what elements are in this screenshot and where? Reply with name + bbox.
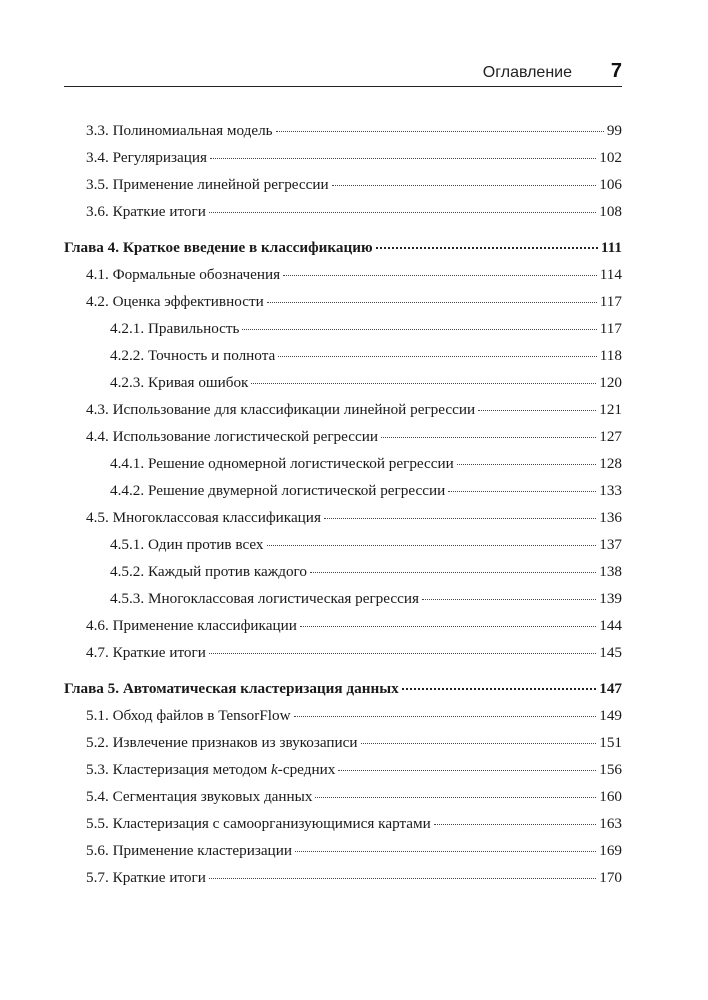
toc-entry-title: 4.3. Использование для классификации линейной регрессии	[86, 401, 476, 418]
toc-entry-page: 149	[599, 707, 622, 724]
toc-entry-page: 118	[599, 347, 622, 364]
dot-leader	[457, 463, 596, 465]
toc-entry-title: 3.6. Краткие итоги	[86, 203, 206, 220]
dot-leader	[267, 301, 597, 303]
toc-entry-page: 169	[599, 842, 622, 859]
dot-leader	[278, 355, 597, 357]
toc-entry-page: 136	[599, 509, 622, 526]
toc-entry-page: 128	[599, 455, 622, 472]
toc-entry-title: 4.5. Многоклассовая классификация	[86, 509, 321, 526]
toc-entry-title: 4.4.2. Решение двумерной логистической регрессии	[110, 482, 446, 499]
toc-entry[interactable]	[86, 174, 622, 196]
toc-entry-title: 5.1. Обход файлов в TensorFlow	[86, 707, 291, 724]
toc-entry-page: 102	[599, 149, 622, 166]
toc-entry-title: 4.4.1. Решение одномерной логистической регрессии	[110, 455, 454, 472]
dot-leader	[448, 490, 596, 492]
toc-entry-title: 4.5.3. Многоклассовая логистическая регрессия	[110, 590, 419, 607]
toc-entry-page: 147	[599, 680, 622, 697]
dot-leader	[361, 742, 597, 744]
toc-chapter-entry[interactable]	[64, 678, 622, 700]
toc-entry-title: 4.4. Использование логистической регрессии	[86, 428, 378, 445]
toc-entry-page: 138	[599, 563, 622, 580]
toc-entry-page: 111	[600, 239, 622, 256]
toc-entry-title: 4.2.2. Точность и полнота	[110, 347, 276, 364]
toc-entry[interactable]	[86, 426, 622, 448]
toc-entry-title: 3.3. Полиномиальная модель	[86, 122, 273, 139]
dot-leader	[332, 184, 597, 186]
dot-leader	[402, 687, 597, 690]
toc-entry[interactable]	[86, 867, 622, 889]
toc-entry-page: 137	[599, 536, 622, 553]
toc-entry-title: Глава 5. Автоматическая кластеризация данных	[64, 680, 399, 697]
toc-entry-page: 127	[599, 428, 622, 445]
toc-entry-title: 5.5. Кластеризация с самоорганизующимися картами	[86, 815, 431, 832]
toc-entry-page: 121	[599, 401, 622, 418]
toc-entry-title: 4.2. Оценка эффективности	[86, 293, 264, 310]
toc-entry[interactable]	[110, 480, 622, 502]
toc-entry-title: 4.6. Применение классификации	[86, 617, 297, 634]
dot-leader	[300, 625, 596, 627]
dot-leader	[283, 274, 597, 276]
toc-entry[interactable]	[86, 642, 622, 664]
toc-entry-title: 4.2.3. Кривая ошибок	[110, 374, 249, 391]
toc-entry-title: 4.5.1. Один против всех	[110, 536, 264, 553]
dot-leader	[381, 436, 596, 438]
toc-entry-title: 4.7. Краткие итоги	[86, 644, 206, 661]
dot-leader	[209, 652, 596, 654]
toc-entry-title: Глава 4. Краткое введение в классификацию	[64, 239, 373, 256]
running-header	[64, 60, 622, 87]
dot-leader	[422, 598, 596, 600]
toc-entry[interactable]	[110, 345, 622, 367]
toc-entry-page: 120	[599, 374, 622, 391]
toc-entry-page: 117	[599, 320, 622, 337]
dot-leader	[376, 246, 598, 249]
toc-entry[interactable]	[86, 813, 622, 835]
toc-entry-title: 3.5. Применение линейной регрессии	[86, 176, 329, 193]
dot-leader	[338, 769, 596, 771]
toc-entry[interactable]	[110, 372, 622, 394]
toc-entry-page: 160	[599, 788, 622, 805]
toc-entry[interactable]	[86, 732, 622, 754]
toc-chapter-entry[interactable]	[64, 237, 622, 259]
toc-entry-page: 156	[599, 761, 622, 778]
toc-entry[interactable]	[86, 615, 622, 637]
toc-entry-title: 5.6. Применение кластеризации	[86, 842, 292, 859]
header-title: Оглавление	[482, 64, 572, 81]
dot-leader	[324, 517, 596, 519]
toc-entry[interactable]	[86, 840, 622, 862]
dot-leader	[434, 823, 596, 825]
toc-entry[interactable]	[86, 147, 622, 169]
toc-entry-page: 133	[599, 482, 622, 499]
toc-entry[interactable]	[86, 291, 622, 313]
toc-entry[interactable]	[86, 201, 622, 223]
toc-entry-page: 151	[599, 734, 622, 751]
toc-entry-page: 117	[599, 293, 622, 310]
dot-leader	[267, 544, 597, 546]
toc-entry[interactable]	[110, 318, 622, 340]
dot-leader	[310, 571, 596, 573]
dot-leader	[251, 382, 596, 384]
dot-leader	[478, 409, 596, 411]
toc-entry[interactable]	[110, 588, 622, 610]
dot-leader	[209, 211, 596, 213]
toc-entry[interactable]	[86, 705, 622, 727]
toc-entry-title: 5.3. Кластеризация методом k-средних	[86, 761, 336, 778]
toc-entry[interactable]	[86, 786, 622, 808]
toc-entry-page: 99	[606, 122, 622, 139]
toc-entry-page: 170	[599, 869, 622, 886]
dot-leader	[295, 850, 596, 852]
toc-entry-page: 163	[599, 815, 622, 832]
toc-entry[interactable]	[110, 534, 622, 556]
page-number: 7	[610, 60, 622, 82]
toc-entry[interactable]	[110, 561, 622, 583]
dot-leader	[294, 715, 597, 717]
dot-leader	[209, 877, 596, 879]
toc-entry-page: 139	[599, 590, 622, 607]
toc-entry-title: 4.5.2. Каждый против каждого	[110, 563, 307, 580]
toc-entry-title: 5.4. Сегментация звуковых данных	[86, 788, 313, 805]
toc-entry-page: 114	[599, 266, 622, 283]
toc-entry[interactable]	[86, 759, 622, 781]
dot-leader	[242, 328, 596, 330]
toc-entry[interactable]	[110, 453, 622, 475]
toc-entry-page: 108	[599, 203, 622, 220]
toc-entry-title: 3.4. Регуляризация	[86, 149, 207, 166]
toc-entry-title: 5.2. Извлечение признаков из звукозаписи	[86, 734, 358, 751]
toc-entry-page: 106	[599, 176, 622, 193]
toc-entry[interactable]	[86, 120, 622, 142]
toc-entry[interactable]	[86, 507, 622, 529]
dot-leader	[210, 157, 596, 159]
dot-leader	[315, 796, 596, 798]
toc-entry-title: 4.2.1. Правильность	[110, 320, 240, 337]
dot-leader	[276, 130, 604, 132]
toc-entry-page: 145	[599, 644, 622, 661]
toc-entry[interactable]	[86, 399, 622, 421]
toc-entry[interactable]	[86, 264, 622, 286]
toc-entry-page: 144	[599, 617, 622, 634]
toc-entry-title: 5.7. Краткие итоги	[86, 869, 206, 886]
toc-entry-title: 4.1. Формальные обозначения	[86, 266, 281, 283]
